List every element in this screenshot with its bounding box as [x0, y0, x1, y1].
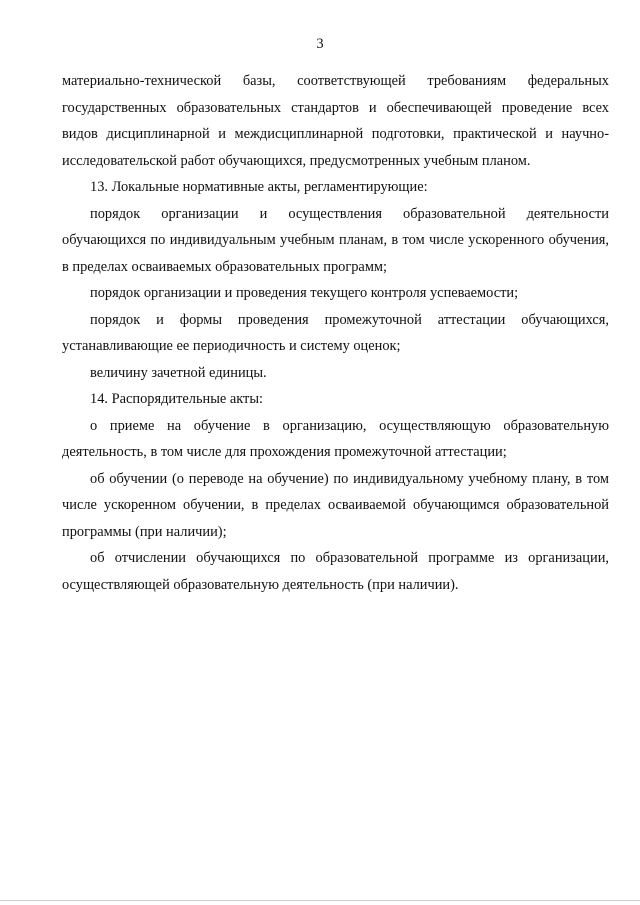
- list-item-admission: о приеме на обучение в организацию, осуществляющую образовательную деятельность, в том числе для прохождения промежуточной аттестации;: [62, 417, 609, 460]
- section-14-heading: 14. Распорядительные акты:: [90, 391, 264, 407]
- page-bottom-edge: [0, 900, 640, 901]
- list-item-expulsion: об отчислении обучающихся по образовательной программе из организации, осуществляющей образовательную деятельность (при наличии).: [62, 550, 609, 593]
- section-13-heading: 13. Локальные нормативные акты, регламентирующие:: [90, 179, 428, 195]
- list-item-individual-plans: порядок организации и осуществления образовательной деятельности обучающихся по индивидуальным учебным планам, в том числе ускоренного обучения, в пределах осваиваемых образовательных программ;: [62, 205, 609, 275]
- list-item-credit-unit: величину зачетной единицы.: [90, 364, 267, 381]
- document-body: [62, 68, 609, 598]
- list-item-individual-study: об обучении (о переводе на обучение) по индивидуальному учебному плану, в том числе ускоренном обучении, в пределах осваиваемой обучающимся образовательной программы (при наличии);: [62, 470, 609, 540]
- list-item-intermediate-attestation: порядок и формы проведения промежуточной аттестации обучающихся, устанавливающие ее периодичность и систему оценок;: [62, 311, 609, 354]
- paragraph-continuation: материально-технической базы, соответствующей требованиям федеральных государственных образовательных стандартов и обеспечивающей проведение всех видов дисциплинарной и междисциплинарной подготовки, практической и научно-исследовательской работ обучающихся, предусмотренных учебным планом.: [62, 73, 609, 169]
- list-item-current-control: порядок организации и проведения текущего контроля успеваемости;: [90, 285, 519, 301]
- page-number: 3: [316, 36, 324, 52]
